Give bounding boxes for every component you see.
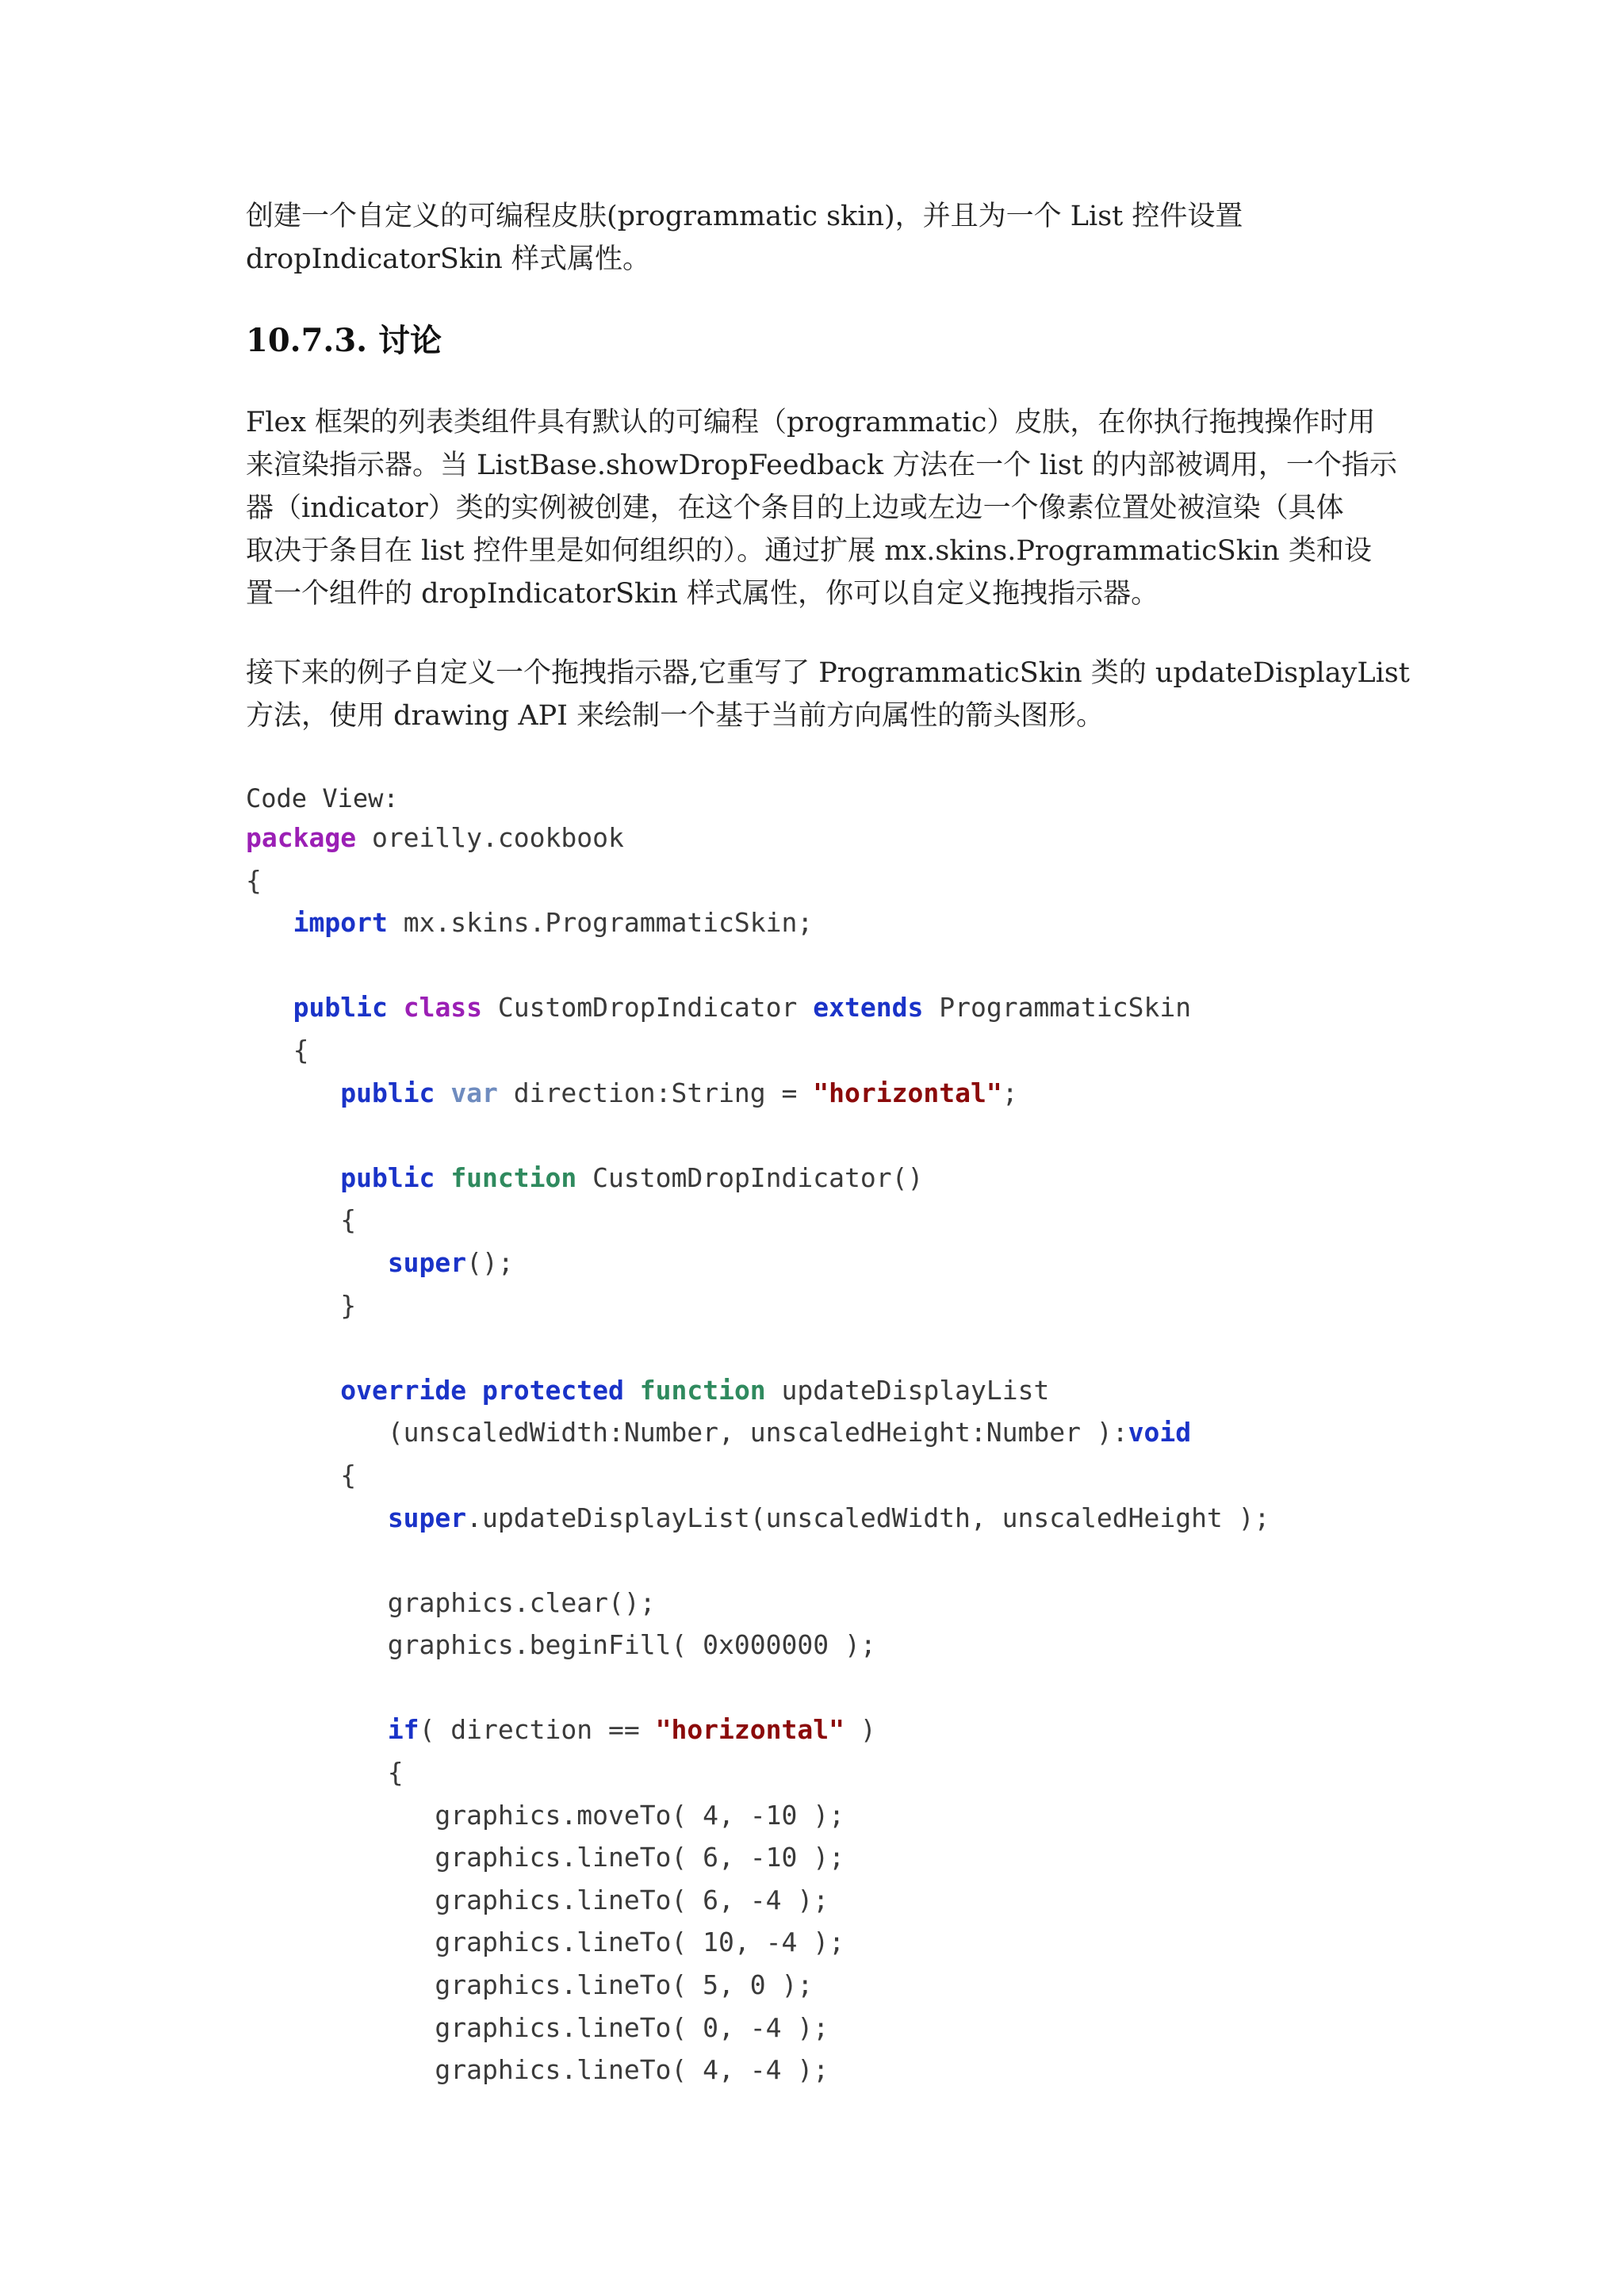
code-line [246,2049,1270,2091]
code-line [246,1114,1270,1157]
code-text: .updateDisplayList(unscaledWidth, unscaledHeight ); [466,1502,1270,1533]
code-text: ProgrammaticSkin [923,992,1192,1024]
code-token: super [387,1502,467,1533]
code-text [466,1375,482,1406]
code-token: var [450,1077,498,1108]
discussion-line: 器（indicator）类的实例被创建，在这个条目的上边或左边一个像素位置处被渲染（具体 [246,492,1344,524]
code-line [246,1157,1270,1200]
code-line [246,1794,1270,1837]
code-line [246,1242,1270,1284]
code-line [246,1751,1270,1794]
code-token: function [639,1374,766,1406]
code-line [246,2007,1270,2049]
code-text [246,992,293,1023]
discussion-paragraph [246,401,1397,615]
code-text: updateDisplayList [765,1374,1050,1406]
example-line: 方法，使用 drawing API 来绘制一个基于当前方向属性的箭头图形。 [246,700,1105,732]
code-token: if [387,1714,419,1746]
intro-line: 创建一个自定义的可编程皮肤(programmatic skin)，并且为一个 List 控件设置 [246,201,1243,232]
code-token: import [293,907,388,939]
code-text [435,1162,450,1193]
code-text [388,992,404,1023]
discussion-line: 取决于条目在 list 控件里是如何组织的）。通过扩展 mx.skins.ProgrammaticSkin 类和设 [246,535,1372,567]
code-text: { [246,1459,357,1490]
code-text: CustomDropIndicator() [576,1161,924,1193]
code-text: { [246,1034,309,1066]
example-line: 接下来的例子自定义一个拖拽指示器,它重写了 ProgrammaticSkin 类的 updateDisplayList [246,657,1410,689]
code-line [246,1454,1270,1497]
code-line [246,1497,1270,1540]
code-token: "horizontal" [813,1077,1002,1108]
discussion-line: Flex 框架的列表类组件具有默认的可编程（programmatic）皮肤，在你执行拖拽操作时用 [246,407,1376,438]
code-line [246,1667,1270,1709]
code-token: protected [482,1374,624,1406]
code-text: graphics.lineTo( 0, -4 ); [246,2011,829,2043]
code-line [246,1624,1270,1667]
code-text: mx.skins.ProgrammaticSkin; [387,907,814,939]
code-text: CustomDropIndicator [482,992,814,1024]
code-text: graphics.lineTo( 5, 0 ); [246,1969,814,2001]
code-line [246,1836,1270,1879]
code-text: oreilly.cookbook [356,822,624,853]
code-text [246,1502,388,1533]
code-text: graphics.lineTo( 10, -4 ); [246,1927,845,1958]
code-line [246,1072,1270,1115]
code-text: graphics.moveTo( 4, -10 ); [246,1799,845,1831]
code-line [246,1199,1270,1242]
code-token: extends [813,992,924,1024]
code-text: graphics.lineTo( 6, -4 ); [246,1884,829,1915]
code-text: { [246,1204,357,1236]
code-text: ; [1002,1077,1018,1108]
code-line [246,1709,1270,1751]
code-text: { [246,1757,404,1789]
section-heading: 10.7.3. 讨论 [246,322,442,359]
example-paragraph [246,652,1410,737]
code-line [246,859,1270,902]
code-token: public [293,992,388,1024]
intro-line: dropIndicatorSkin 样式属性。 [246,243,650,275]
code-token: function [450,1161,577,1193]
code-line [246,1964,1270,2007]
discussion-line: 来渲染指示器。当 ListBase.showDropFeedback 方法在一个 list 的内部被调用，一个指示 [246,450,1397,481]
code-line [246,1284,1270,1327]
code-token: public [340,1161,435,1193]
code-text: graphics.lineTo( 4, -4 ); [246,2054,829,2086]
code-token: "horizontal" [655,1714,845,1746]
code-line [246,1921,1270,1964]
code-text [435,1077,450,1108]
code-text: graphics.beginFill( 0x000000 ); [246,1629,876,1661]
code-line [246,1326,1270,1369]
code-view-caption: Code View: [246,783,399,813]
code-text: ( direction == [419,1714,656,1746]
code-text [246,1077,340,1108]
code-text: } [246,1289,357,1321]
code-text [246,907,293,938]
code-text: graphics.lineTo( 6, -10 ); [246,1842,845,1873]
code-line [246,986,1270,1029]
code-line [246,944,1270,987]
code-token: super [387,1246,467,1278]
code-text [246,1714,388,1745]
code-text [624,1375,640,1406]
code-text: direction:String = [497,1077,814,1108]
code-text: ) [845,1714,876,1746]
code-line [246,1879,1270,1922]
code-text: (); [466,1246,514,1278]
code-token: public [340,1077,435,1108]
code-text [246,1375,340,1406]
code-text [246,1162,340,1193]
code-text: graphics.clear(); [246,1586,656,1618]
code-line [246,1369,1270,1412]
code-listing [246,817,1270,2091]
code-token: override [340,1374,467,1406]
code-line [246,1582,1270,1624]
code-line [246,901,1270,944]
code-text [246,1247,388,1278]
code-token: package [246,822,357,853]
code-line [246,1539,1270,1582]
discussion-line: 置一个组件的 dropIndicatorSkin 样式属性，你可以自定义拖拽指示器。 [246,578,1159,610]
code-line [246,817,1270,859]
intro-paragraph [246,195,1388,281]
code-line [246,1411,1270,1454]
code-line [246,1029,1270,1072]
code-text: (unscaledWidth:Number, unscaledHeight:Number ): [246,1417,1128,1448]
code-text: { [246,864,262,896]
code-token: class [403,992,483,1024]
code-token: void [1128,1417,1192,1448]
